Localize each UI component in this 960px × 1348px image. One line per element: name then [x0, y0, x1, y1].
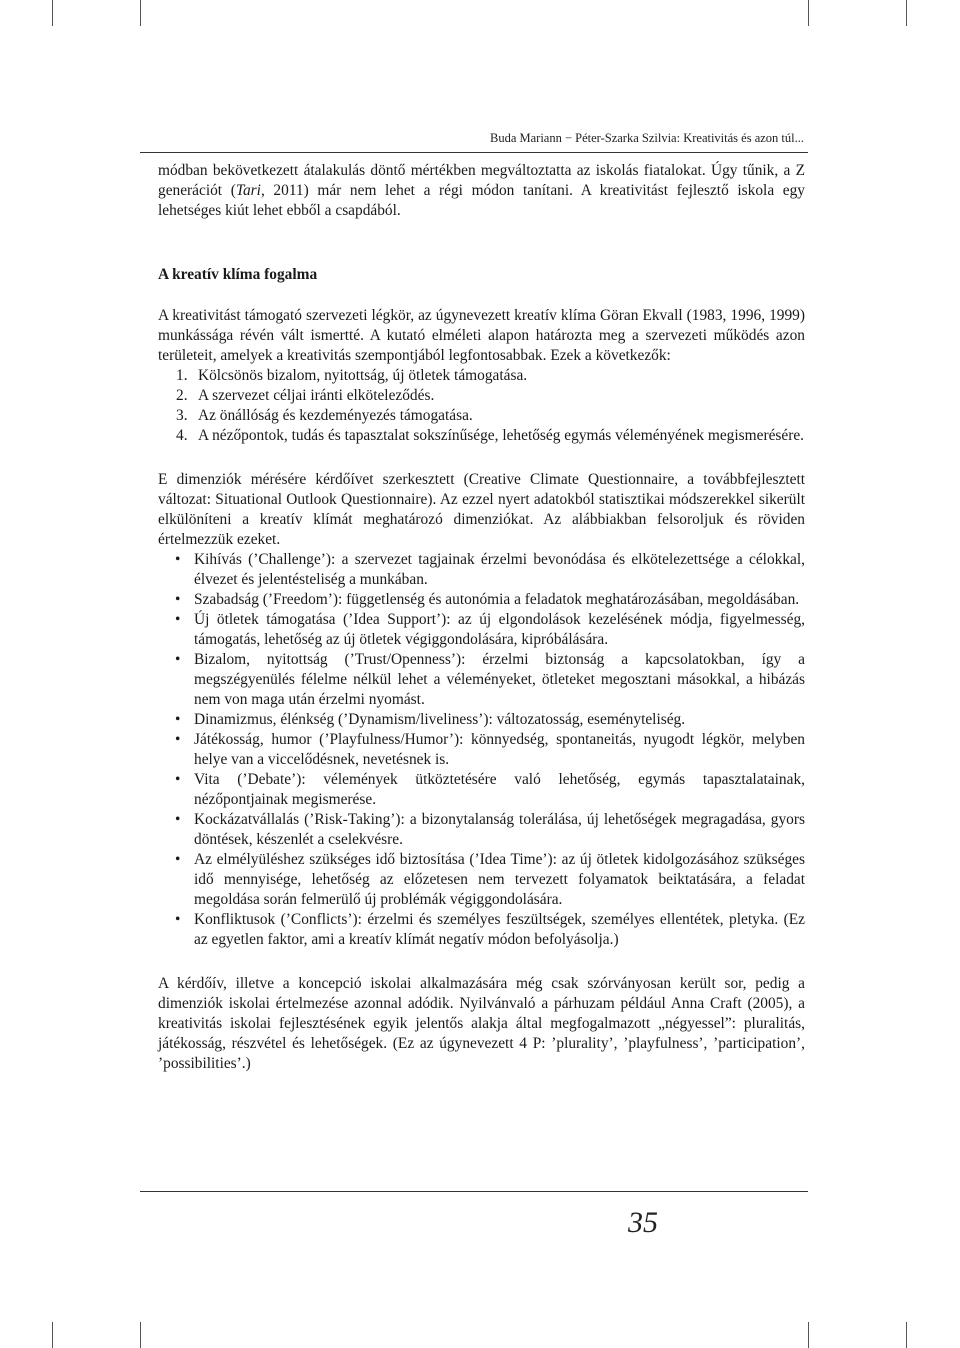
spacer [158, 950, 805, 974]
list-item [158, 810, 805, 850]
list-item [158, 366, 805, 386]
list-item-text: Játékosság, humor (’Playfulness/Humor’): könnyedség, spontaneitás, nyugodt légkör, melyben helye van a viccelődésnek, nevetésnek is. [194, 731, 805, 768]
crop-mark-bottom-mid-right [808, 1322, 809, 1348]
bullet-icon: • [175, 911, 181, 928]
list-item [158, 550, 805, 590]
bullet-icon: • [175, 771, 181, 788]
list-item [158, 386, 805, 406]
list-item [158, 770, 805, 810]
page-number: 35 [628, 1206, 658, 1239]
list-item [158, 406, 805, 426]
list-item-text: Bizalom, nyitottság (’Trust/Openness’): érzelmi biztonság a kapcsolatokban, így a megszégyenülés félelme nélkül lehet a véleményeket, ötleteket megosztani másokkal, a hibázás nem von maga után érzelmi nyomást. [194, 651, 805, 708]
list-item [158, 610, 805, 650]
list-item [158, 590, 805, 610]
spacer [158, 221, 805, 265]
list-item-text: Vita (’Debate’): vélemények ütköztetésére való lehetőség, egymás tapasztalatainak, nézőpontjainak megismerése. [194, 771, 805, 808]
list-item [158, 850, 805, 910]
bullet-icon: • [175, 811, 181, 828]
list-number: 3. [176, 407, 188, 424]
list-number: 4. [176, 427, 188, 444]
list-item-text: Konfliktusok (’Conflicts’): érzelmi és személyes feszültségek, személyes ellentétek, pletyka. (Ez az egyetlen faktor, ami a kreatív klímát negatív módon befolyásolja.) [194, 911, 805, 948]
section-title: A kreatív klíma fogalma [158, 266, 318, 283]
bullet-icon: • [175, 851, 181, 868]
list-item-text: Kockázatvállalás (’Risk-Taking’): a bizonytalanság tolerálása, új lehetőségek megragadása, gyors döntések, készenlét a cselekvésre. [194, 811, 805, 848]
numbered-list [158, 366, 805, 446]
list-item [158, 650, 805, 710]
list-item [158, 910, 805, 950]
list-number: 2. [176, 387, 188, 404]
intro-line-3: fejlesztő iskola egy lehetséges kiút lehet ebből a csapdából. [158, 182, 806, 219]
intro-line-2-end: , 2011) már nem lehet a régi módon tanítani. A kreativitást [260, 182, 669, 199]
running-head: Buda Mariann − Péter-Szarka Szilvia: Kreativitás és azon túl... [490, 131, 804, 145]
page-body [158, 161, 805, 1074]
bullet-icon: • [175, 611, 181, 628]
list-item [158, 710, 805, 730]
dimension-list [158, 550, 805, 950]
list-item-text: Új ötletek támogatása (’Idea Support’): az új elgondolások kezelésének módja, figyelmesség, támogatás, lehetőség az új ötletek végiggondolására, kipróbálására. [194, 611, 805, 648]
bullet-icon: • [175, 731, 181, 748]
crop-mark-top-mid-left [140, 0, 141, 26]
crop-mark-bottom-right [906, 1322, 907, 1348]
bullet-icon: • [175, 591, 181, 608]
list-item [158, 730, 805, 770]
bullet-icon: • [175, 551, 181, 568]
list-item-text: A szervezet céljai iránti elköteleződés. [198, 387, 435, 404]
closing-paragraph: A kérdőív, illetve a koncepció iskolai alkalmazására még csak szórványosan került sor, pedig a dimenziók iskolai értelmezése azonnal adódik. Nyilvánvaló a párhuzam például Anna Craft (2005), a kreativitás iskolai fejlesztésének egyik jelentős alakja által megfogalmazott „négyessel”: pluralitás, játékosság, részvétel és lehetőségek. (Ez az úgynevezett 4 P: ’plurality’, ’playfulness’, ’participation’, ’possibilities’.) [158, 975, 805, 1072]
list-item-text: Kölcsönös bizalom, nyitottság, új ötletek támogatása. [198, 367, 528, 384]
bullet-icon: • [175, 711, 181, 728]
list-item [158, 426, 805, 446]
section-paragraph: A kreativitást támogató szervezeti légkör, az úgynevezett kreatív klíma Göran Ekvall (1983, 1996, 1999) munkássága révén vált ismertté. A kutató elméleti alapon határozta meg a szervezeti működés azon területeit, amelyek a kreativitás szempontjából legfontosabbak. Ezek a következők: [158, 307, 805, 364]
spacer [158, 285, 805, 306]
intro-citation-author: Tari [235, 182, 261, 199]
dimensions-paragraph: E dimenziók mérésére kérdőívet szerkesztett (Creative Climate Questionnaire, a továbbfejlesztett változat: Situational Outlook Questionnaire). Az ezzel nyert adatokból statisztikai módszerekkel sikerült elkülöníteni a kreatív klímát meghatározó dimenziókat. Az alábbiakban felsoroljuk és röviden értelmezzük ezeket. [158, 471, 805, 548]
header-rule [140, 152, 808, 153]
crop-mark-top-right [906, 0, 907, 26]
list-item-text: Az elmélyüléshez szükséges idő biztosítása (’Idea Time’): az új ötletek kidolgozásához szükséges idő mennyisége, lehetőség az előzetesen nem tervezett folyamatok beiktatására, a feladat megoldása során felmerülő új problémák végiggondolására. [194, 851, 805, 908]
crop-mark-top-mid-right [808, 0, 809, 26]
footer-rule [140, 1191, 808, 1192]
crop-mark-top-left [52, 0, 53, 26]
list-number: 1. [176, 367, 188, 384]
intro-line-1: módban bekövetkezett átalakulás döntő mértékben megváltoztatta az iskolás fiatalokat. [158, 162, 706, 179]
list-item-text: Szabadság (’Freedom’): függetlenség és autonómia a feladatok meghatározásában, megoldásában. [194, 591, 800, 608]
list-item-text: Dinamizmus, élénkség (’Dynamism/liveliness’): változatosság, eseményteliség. [194, 711, 686, 728]
spacer [158, 446, 805, 470]
intro-paragraph [158, 161, 805, 221]
list-item-text: A nézőpontok, tudás és tapasztalat sokszínűsége, lehetőség egymás véleményének megismerésére. [198, 427, 805, 444]
crop-mark-bottom-mid-left [140, 1322, 141, 1348]
intro-line-2-start: Úgy tűnik, a Z generációt ( [158, 162, 805, 199]
crop-mark-bottom-left [52, 1322, 53, 1348]
bullet-icon: • [175, 651, 181, 668]
list-item-text: Kihívás (’Challenge’): a szervezet tagjainak érzelmi bevonódása és elkötelezettsége a célokkal, élvezet és jelentésteliség a munkában. [194, 551, 805, 588]
list-item-text: Az önállóság és kezdeményezés támogatása. [198, 407, 473, 424]
